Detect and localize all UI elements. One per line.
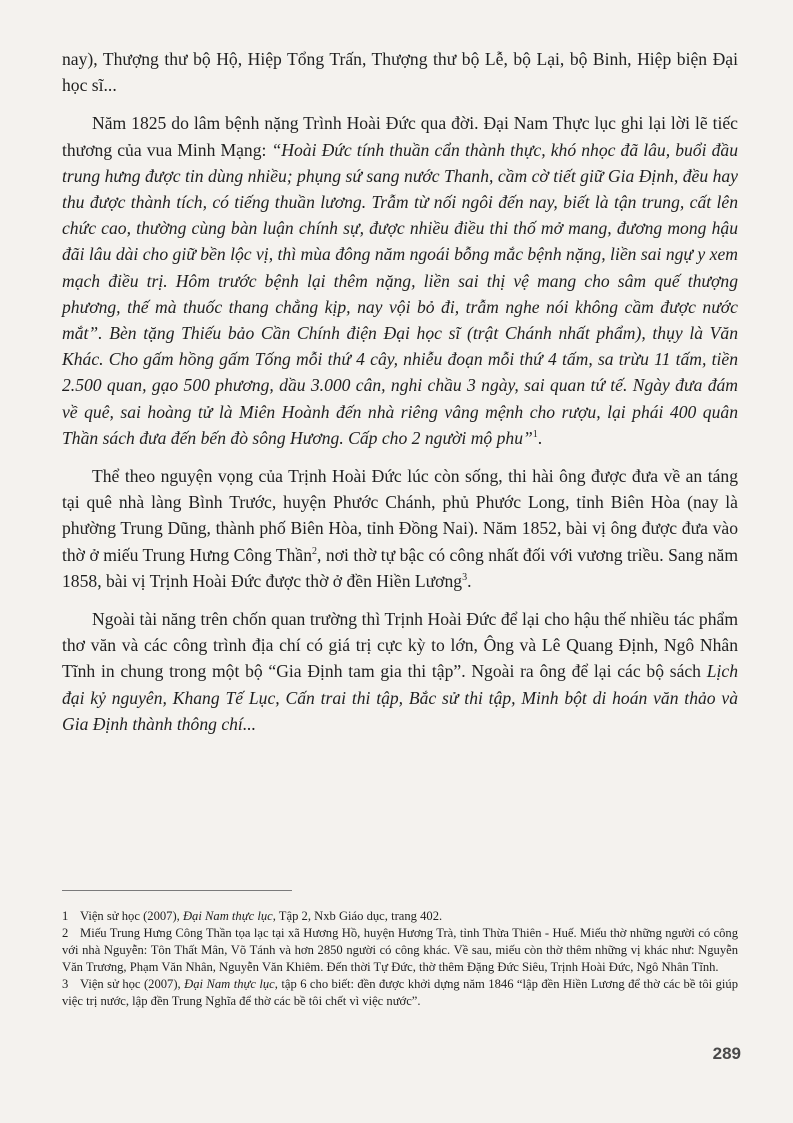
footnote-text: Miếu Trung Hưng Công Thần tọa lạc tại xã Hương Hồ, huyện Hương Trà, tỉnh Thừa Thiên - Huế. Miếu thờ những người có công với nhà Nguyễn: Tôn Thất Mân, Võ Tánh và hơn 2850 người có công khác. Về sau, miếu còn thờ thêm những vị khác như: Nguyễn Văn Trương, Phạm Văn Nhân, Nguyễn Văn Khiêm. Đến thời Tự Đức, thờ thêm Đặng Đức Siêu, Trịnh Hoài Đức, Ngô Nhân Tĩnh. [62, 926, 738, 974]
footnote-1 [62, 908, 738, 925]
paragraph-2-intro: Năm 1825 do lâm bệnh nặng Trình Hoài Đức qua đời. Đại Nam Thực lục ghi lại lời lẽ tiếc thương của vua Minh Mạng: [62, 113, 738, 160]
footnote-text: , Tập 2, Nxb Giáo dục, trang 402. [272, 909, 443, 923]
paragraph-3-text-b: , nơi thờ tự bậc có công nhất đối với vương triều. Sang năm 1858, bài vị Trịnh Hoài Đức được thờ ở đền Hiền Lương [62, 544, 739, 591]
page-number: 289 [712, 1044, 741, 1063]
footnote-number: 3 [62, 977, 69, 991]
footnote-ref-1: 1 [532, 428, 538, 440]
paragraph-1 [62, 46, 738, 98]
paragraph-4-book-titles: Lịch đại kỷ nguyên, Khang Tế Lục, Cấn trai thi tập, Bắc sử thi tập, Minh bột di hoán văn thảo và Gia Định thành thông chí... [62, 661, 738, 734]
footnote-text: Viện sử học (2007), [80, 977, 185, 991]
paragraph-3 [62, 463, 738, 594]
main-text [62, 46, 738, 749]
footnote-ref-3: 3 [462, 572, 468, 583]
footnote-italic: Đại Nam thực lục [182, 909, 273, 923]
footnote-italic: Đại Nam thực lục [184, 977, 275, 991]
paragraph-3-text-a: Thể theo nguyện vọng của Trịnh Hoài Đức lúc còn sống, thi hài ông được đưa về an táng tại quê nhà làng Bình Trước, huyện Phước Chánh, phủ Phước Long, tỉnh Biên Hòa (nay là phường Trung Dũng, thành phố Biên Hòa, tỉnh Đồng Nai). Năm 1852, bài vị ông được đưa vào thờ ở miếu Trung Hưng Công Thần [62, 466, 738, 565]
footnote-text: Viện sử học (2007), [80, 909, 183, 923]
paragraph-4 [62, 606, 738, 737]
paragraph-2 [62, 110, 738, 451]
paragraph-2-quote: “Hoài Đức tính thuần cẩn thành thực, khó nhọc đã lâu, buổi đầu trung hưng được tin dùng nhiều; phụng sứ sang nước Thanh, cầm cờ tiết giữ Gia Định, đều hay thu được thành tích, có tiếng thuần lương. Trẫm từ nối ngôi đến nay, biết là tận trung, cất lên chức cao, thường cùng bàn luận chính sự, được nhiều điều thi thố mở mang, đương mong hậu đãi lâu dài cho giữ bền lộc vị, thì mùa đông năm ngoái bỗng mắc bệnh nặng, liền sai ngự y xem mạch điều trị. Hôm trước bệnh lại thêm nặng, liền sai thị vệ mang cho sâm quế thượng phương, thế mà thuốc thang chẳng kịp, nay vội bỏ đi, trẫm nghe nói không cầm được nước mắt”. Bèn tặng Thiếu bảo Cần Chính điện Đại học sĩ (trật Chánh nhất phẩm), thụy là Văn Khác. Cho gấm hồng gấm Tống mỗi thứ 4 cây, nhiễu đoạn mỗi thứ 4 tấm, sa trừu 11 tấm, tiền 2.500 quan, gạo 500 phương, dầu 3.000 cân, nghi chầu 3 ngày, sai quan tứ tế. Ngày đưa đám về quê, sai hoàng tử là Miên Hoành đến nhà riêng vâng mệnh cho rượu, lại phái 400 quân Thần sách đưa đến bến đò sông Hương. Cấp cho 2 người mộ phu” [62, 139, 738, 448]
footnote-separator [62, 890, 292, 891]
paragraph-3-text-c: . [467, 570, 472, 591]
footnote-number: 2 [62, 926, 69, 940]
footnote-text: , tập 6 cho biết: đền được khởi dựng năm 1846 “lập đền Hiền Lương để thờ các bề tôi giúp việc trị nước, lập đền Trung Nghĩa để thờ các bề tôi chết vì việc nước”. [62, 977, 738, 1008]
footnote-3 [62, 976, 738, 1010]
footnotes [62, 908, 738, 1010]
paragraph-2-end: . [537, 427, 543, 448]
footnote-2 [62, 925, 738, 976]
footnote-ref-2: 2 [312, 545, 318, 557]
paragraph-4-text: Ngoài tài năng trên chốn quan trường thì Trịnh Hoài Đức để lại cho hậu thế nhiều tác phẩm thơ văn và các công trình địa chí có giá trị cực kỳ to lớn, Ông và Lê Quang Định, Ngô Nhân Tĩnh in chung trong một bộ “Gia Định tam gia thi tập”. Ngoài ra ông để lại các bộ sách [62, 609, 738, 682]
paragraph-1-text: nay), Thượng thư bộ Hộ, Hiệp Tổng Trấn, Thượng thư bộ Lễ, bộ Lại, bộ Binh, Hiệp biện Đại học sĩ... [62, 49, 738, 96]
footnote-number: 1 [62, 909, 69, 923]
